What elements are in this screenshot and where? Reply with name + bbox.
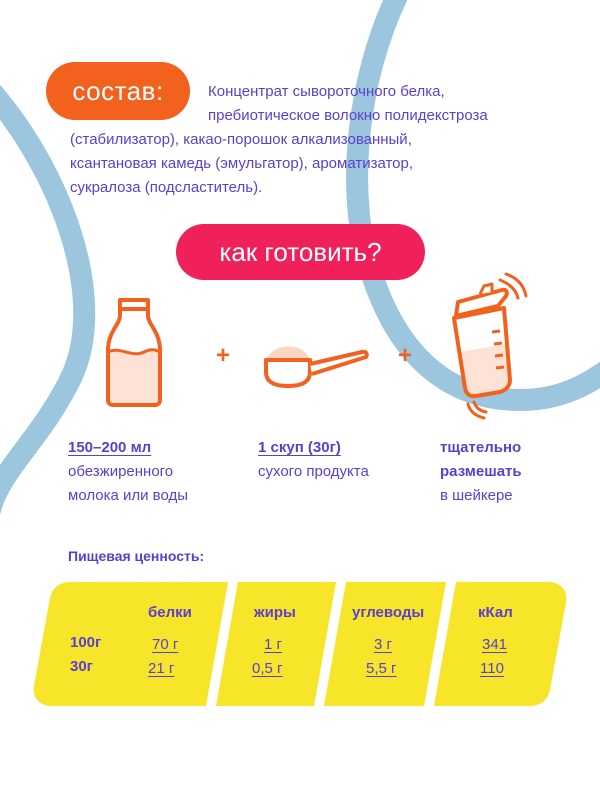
- preparation-label: как готовить?: [176, 224, 425, 280]
- header-kcal: кКал: [478, 604, 513, 621]
- composition-label: состав:: [46, 62, 190, 120]
- header-carbs: углеводы: [352, 604, 425, 621]
- protein-100g: 70 г: [152, 636, 179, 653]
- carbs-30g: 5,5 г: [366, 660, 397, 677]
- protein-30g: 21 г: [148, 660, 175, 677]
- header-protein: белки: [148, 604, 192, 621]
- nutrition-cell-labels: [34, 582, 228, 706]
- step-shake-line: в шейкере: [440, 487, 513, 504]
- step-scoop-amount: 1 скуп (30г): [258, 439, 341, 456]
- ingredients-line: ксантановая камедь (эмульгатор), ароматизатор,: [70, 155, 414, 172]
- kcal-100g: 341: [482, 636, 508, 653]
- header-fat: жиры: [254, 604, 296, 621]
- ingredients-line: Концентрат сывороточного белка,: [208, 83, 445, 100]
- row-label-30g: 30г: [70, 658, 93, 675]
- ingredients-line: (стабилизатор), какао-порошок алкализованный,: [70, 131, 412, 148]
- step-milk-amount: 150–200 мл: [68, 439, 152, 456]
- step-shake-action: тщательно: [440, 439, 522, 456]
- plus-sign: +: [398, 342, 413, 369]
- row-label-100g: 100г: [70, 634, 102, 651]
- step-milk-line: обезжиренного: [68, 463, 174, 480]
- fat-100g: 1 г: [264, 636, 282, 653]
- kcal-30g: 110: [480, 660, 504, 677]
- fat-30g: 0,5 г: [252, 660, 283, 677]
- step-milk-line: молока или воды: [68, 487, 189, 504]
- step-scoop-line: сухого продукта: [258, 463, 369, 480]
- ingredients-line: сукралоза (подсластитель).: [70, 179, 263, 196]
- plus-sign: +: [216, 342, 231, 369]
- step-shake-action: размешать: [440, 463, 522, 480]
- carbs-100g: 3 г: [374, 636, 392, 653]
- ingredients-line: пребиотическое волокно полидекстроза: [208, 107, 488, 124]
- nutrition-title: Пищевая ценность:: [68, 548, 205, 564]
